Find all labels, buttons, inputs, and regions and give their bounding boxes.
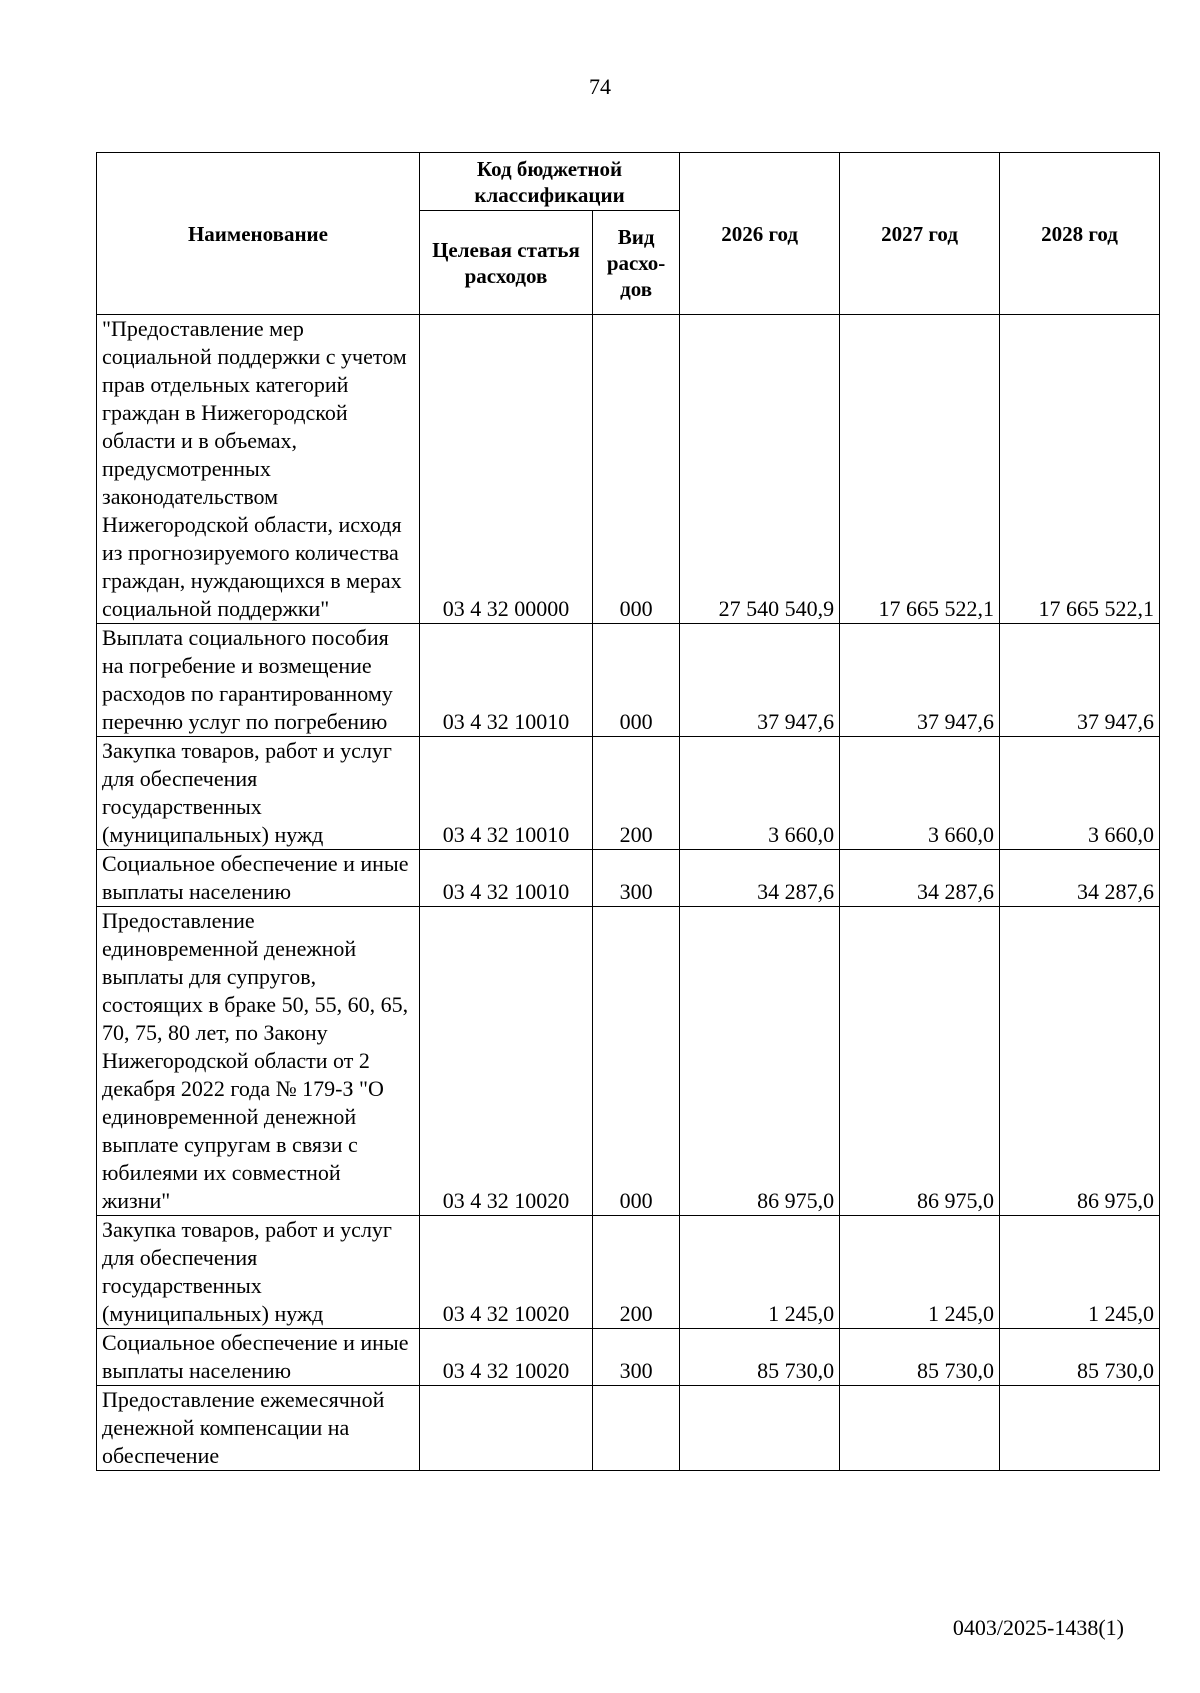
row-2026: 86 975,0 <box>680 907 840 1216</box>
row-2027: 17 665 522,1 <box>840 315 1000 624</box>
table-row <box>97 850 1160 907</box>
table-row <box>97 1216 1160 1329</box>
table-row <box>97 1329 1160 1386</box>
row-expense-type: 000 <box>593 315 680 624</box>
row-2026: 34 287,6 <box>680 850 840 907</box>
row-expense-type: 200 <box>593 737 680 850</box>
row-2027: 3 660,0 <box>840 737 1000 850</box>
row-2026: 85 730,0 <box>680 1329 840 1386</box>
row-name: Предоставление единовременной денежной выплаты для супругов, состоящих в браке 50, 55, 60, 65, 70, 75, 80 лет, по Закону Нижегородской области от 2 декабря 2022 года № 179-З "О единовременной денежной выплате супругам в связи с юбилеями их совместной жизни" <box>97 907 420 1216</box>
row-2027: 34 287,6 <box>840 850 1000 907</box>
row-name: "Предоставление мер социальной поддержки с учетом прав отдельных категорий граждан в Нижегородской области и в объемах, предусмотренных законодательством Нижегородской области, исходя из прогнозируемого количества граждан, нуждающихся в мерах социальной поддержки" <box>97 315 420 624</box>
row-2028: 1 245,0 <box>1000 1216 1160 1329</box>
row-expense-type: 000 <box>593 907 680 1216</box>
row-target-article: 03 4 32 10020 <box>419 907 592 1216</box>
row-2027: 1 245,0 <box>840 1216 1000 1329</box>
row-name: Социальное обеспечение и иные выплаты населению <box>97 1329 420 1386</box>
header-target-article: Целевая статья расходов <box>419 211 592 315</box>
row-2026: 3 660,0 <box>680 737 840 850</box>
row-target-article: 03 4 32 10010 <box>419 624 592 737</box>
row-expense-type: 300 <box>593 1329 680 1386</box>
table-row <box>97 315 1160 624</box>
row-name: Социальное обеспечение и иные выплаты населению <box>97 850 420 907</box>
document-code: 0403/2025-1438(1) <box>952 1615 1124 1640</box>
header-expense-type: Вид расхо-дов <box>593 211 680 315</box>
header-year-2028: 2028 год <box>1000 153 1160 315</box>
row-expense-type: 000 <box>593 624 680 737</box>
row-2028: 17 665 522,1 <box>1000 315 1160 624</box>
row-2028: 85 730,0 <box>1000 1329 1160 1386</box>
row-2028: 86 975,0 <box>1000 907 1160 1216</box>
row-target-article: 03 4 32 00000 <box>419 315 592 624</box>
header-name: Наименование <box>97 153 420 315</box>
table-row <box>97 1386 1160 1471</box>
table-row <box>97 907 1160 1216</box>
row-name: Закупка товаров, работ и услуг для обеспечения государственных (муниципальных) нужд <box>97 1216 420 1329</box>
row-2027: 85 730,0 <box>840 1329 1000 1386</box>
row-target-article: 03 4 32 10020 <box>419 1329 592 1386</box>
row-2027: 37 947,6 <box>840 624 1000 737</box>
row-2028: 37 947,6 <box>1000 624 1160 737</box>
row-2028: 3 660,0 <box>1000 737 1160 850</box>
row-name: Предоставление ежемесячной денежной компенсации на обеспечение <box>97 1386 420 1471</box>
budget-table <box>96 152 1160 1471</box>
row-name: Выплата социального пособия на погребение и возмещение расходов по гарантированному перечню услуг по погребению <box>97 624 420 737</box>
row-name: Закупка товаров, работ и услуг для обеспечения государственных (муниципальных) нужд <box>97 737 420 850</box>
header-year-2026: 2026 год <box>680 153 840 315</box>
row-expense-type: 300 <box>593 850 680 907</box>
row-target-article: 03 4 32 10010 <box>419 850 592 907</box>
row-2026: 1 245,0 <box>680 1216 840 1329</box>
row-2028: 34 287,6 <box>1000 850 1160 907</box>
row-2026: 37 947,6 <box>680 624 840 737</box>
row-expense-type: 200 <box>593 1216 680 1329</box>
row-expense-type <box>593 1386 680 1471</box>
table-row <box>97 737 1160 850</box>
row-2027: 86 975,0 <box>840 907 1000 1216</box>
row-target-article: 03 4 32 10020 <box>419 1216 592 1329</box>
header-year-2027: 2027 год <box>840 153 1000 315</box>
row-2027 <box>840 1386 1000 1471</box>
row-2026 <box>680 1386 840 1471</box>
row-target-article <box>419 1386 592 1471</box>
header-budget-code: Код бюджетной классификации <box>419 153 679 211</box>
row-target-article: 03 4 32 10010 <box>419 737 592 850</box>
row-2028 <box>1000 1386 1160 1471</box>
table-row <box>97 624 1160 737</box>
page-number: 74 <box>589 74 611 99</box>
row-2026: 27 540 540,9 <box>680 315 840 624</box>
